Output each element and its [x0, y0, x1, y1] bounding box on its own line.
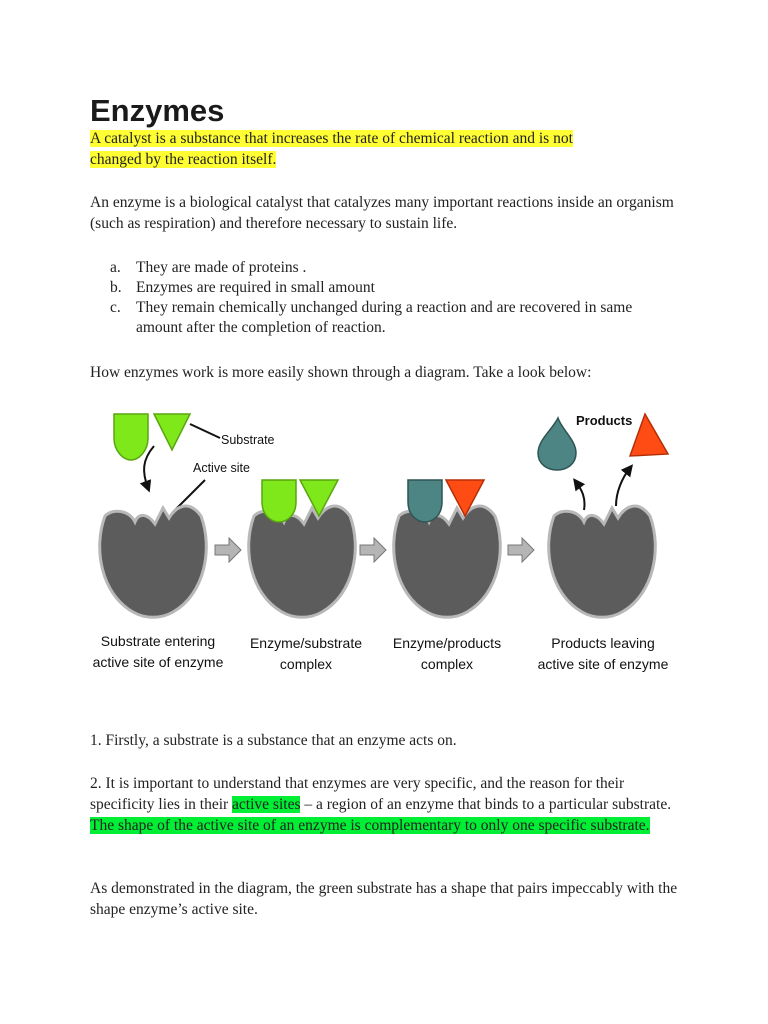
- stage-4-caption-line1: Products leaving: [551, 635, 655, 651]
- enzyme-shape-2: [249, 506, 356, 617]
- active-sites-highlight: active sites: [232, 796, 301, 813]
- step-arrow-1: [215, 538, 241, 562]
- list-item: a. They are made of proteins .: [110, 259, 307, 276]
- stage-3-caption-line2: complex: [420, 656, 474, 672]
- list-item: b. Enzymes are required in small amount: [110, 279, 375, 296]
- list-item: c. They remain chemically unchanged during a reaction and are recovered in same amount after the completion of reaction.: [110, 299, 633, 336]
- conclusion-paragraph: As demonstrated in the diagram, the green substrate has a shape that pairs impeccably with the shape enzyme’s active site.: [90, 880, 678, 918]
- active-site-label: Active site: [193, 461, 250, 475]
- substrate-pointer-line: [190, 424, 220, 438]
- stage-1-caption-line1: Substrate entering: [100, 633, 216, 649]
- enzyme-shape-4: [549, 506, 656, 617]
- enzyme-properties-list: [110, 258, 670, 338]
- entry-arrow: [144, 446, 154, 488]
- product-exit-arrow-right: [616, 468, 630, 506]
- page-title: Enzymes: [90, 93, 225, 128]
- stage-2-caption-line2: complex: [279, 656, 333, 672]
- enzyme-diagram: [90, 398, 690, 688]
- bound-product-drop: [408, 480, 442, 522]
- products-label: Products: [576, 413, 633, 428]
- stage-1-group: [100, 414, 275, 617]
- point-2: 2. It is important to understand that enzymes are very specific, and the reason for their specificity lies in their active sites – a region of an enzyme that binds to a particular substrate. The shape of the active site of an enzyme is complementary to only one specific substrate.: [90, 775, 672, 834]
- stage-3-caption-line1: Enzyme/products: [392, 635, 502, 651]
- catalyst-definition: [90, 128, 690, 170]
- substrate-label: Substrate: [221, 433, 275, 447]
- substrate-triangle: [154, 414, 190, 450]
- catalyst-highlight-line1: A catalyst is a substance that increases the rate of chemical reaction and is not: [90, 130, 573, 147]
- bound-substrate-u-shape: [262, 480, 296, 522]
- enzyme-shape-1: [100, 506, 207, 617]
- stage-1-caption-line2: active site of enzyme: [92, 654, 224, 670]
- stage-4-group: [538, 413, 668, 617]
- stage-2-group: [249, 480, 356, 617]
- substrate-u-shape: [114, 414, 148, 460]
- free-product-triangle: [630, 414, 668, 456]
- free-product-drop: [538, 418, 576, 470]
- enzyme-shape-3: [394, 506, 501, 617]
- step-arrow-2: [360, 538, 386, 562]
- stage-4-caption-line2: active site of enzyme: [537, 656, 669, 672]
- stage-3-group: [394, 480, 501, 617]
- product-exit-arrow-left: [576, 482, 585, 510]
- complementary-shape-highlight: The shape of the active site of an enzyme is complementary to only one specific substrate.: [90, 817, 650, 834]
- stage-2-caption-line1: Enzyme/substrate: [249, 635, 363, 651]
- diagram-intro: How enzymes work is more easily shown through a diagram. Take a look below:: [90, 364, 592, 381]
- enzyme-definition: An enzyme is a biological catalyst that catalyzes many important reactions inside an organism (such as respiration) and therefore necessary to sustain life.: [90, 194, 674, 232]
- catalyst-highlight-line2: changed by the reaction itself.: [90, 151, 277, 168]
- point-1: 1. Firstly, a substrate is a substance that an enzyme acts on.: [90, 732, 457, 749]
- step-arrow-3: [508, 538, 534, 562]
- enzyme-diagram-svg: [90, 398, 690, 688]
